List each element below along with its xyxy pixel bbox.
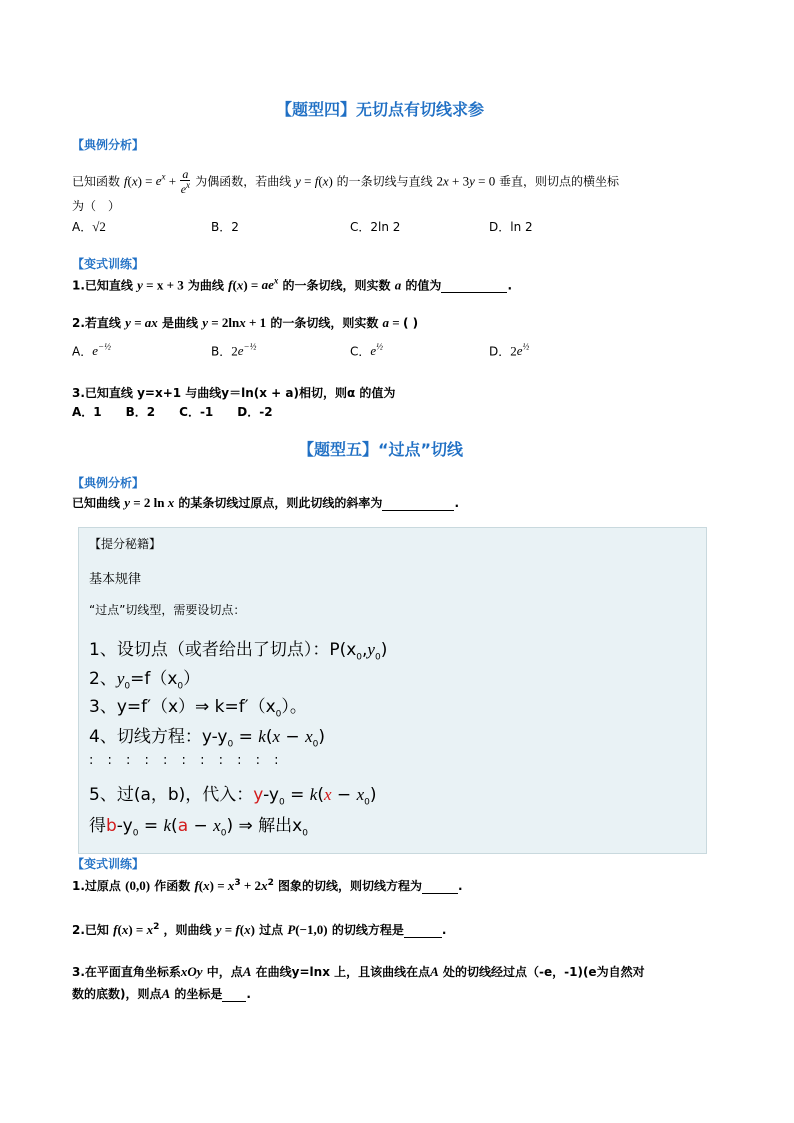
section4-example-line1: 已知函数 $f(x) = e^x$ + $\frac{a}{e^x}$ 为偶函数，若曲线 y = f(x) 的一条切线与直线 2x + 3y = 0 垂直，则切点的横坐标 [72, 167, 620, 197]
section4-example-head: 【典例分析】 [72, 138, 145, 152]
section5-title: 【题型五】“过点”切线 [298, 440, 464, 459]
section4-q2-choice-b: B．$2e^{-\frac{1}{2}}$ [211, 342, 257, 359]
section4-q2: 2.若直线 y = ax 是曲线 y = 2lnx + 1 的一条切线，则实数 a = ( ) [72, 315, 419, 330]
section4-practice-head: 【变式训练】 [72, 257, 145, 271]
tip-step2: 2、$y_0=f(x_0)$ [89, 669, 201, 692]
tip-rule: 基本规律 [89, 572, 142, 587]
tip-dots: : : : : : : : : : : : [89, 753, 284, 768]
section4-example-line2: 为（ ） [72, 199, 121, 213]
section4-q2-choice-a: A．$e^{-\frac{1}{2}}$ [72, 342, 111, 359]
tip-head: 【提分秘籍】 [89, 537, 162, 551]
section5-example-head: 【典例分析】 [72, 476, 145, 490]
section4-example-choice-b: B．2 [211, 220, 239, 234]
section5-practice-head: 【变式训练】 [72, 857, 145, 871]
section4-example-choice-d: D．ln 2 [489, 220, 533, 234]
section4-q2-choice-d: D．$2e^{\frac{1}{2}}$ [489, 342, 530, 359]
tip-box [78, 527, 707, 854]
section5-q1: 1.过原点 (0,0) 作函数 $f(x) = x^3 + 2x^2$ 图象的切线，则切线方程为 . [72, 878, 463, 893]
section4-example-choice-c: C．2ln 2 [350, 220, 401, 234]
section4-q3: 3.已知直线 y=x+1 与曲线y＝ln(x + a)相切，则α 的值为 [72, 386, 396, 400]
section5-q2: 2.已知 $f(x) = x^2$ ，则曲线 y = f(x) 过点 P(−1,0) 的切线方程是 . [72, 922, 447, 937]
section5-example: 已知曲线 y = 2 ln x 的某条切线过原点，则此切线的斜率为 . [72, 495, 459, 510]
tip-step5: 5、过(a，b)，代入：$y-y_0 = k(x - x_0)$ [89, 785, 377, 808]
section4-q3-choices: A．1 B．2 C．-1 D．-2 [72, 405, 273, 419]
section4-q2-choice-c: C．$e^{\frac{1}{2}}$ [350, 342, 383, 359]
tip-step3: 3、y=f′（x）⇒ $k=f'(x_0)$。 [89, 697, 307, 720]
section5-q3-line2: 数的底数)，则点A 的坐标是 . [72, 986, 251, 1001]
section4-q1: 1.已知直线 y = x + 3 为曲线 $f(x) = ae^x$ 的一条切线，则实数 a 的值为 . [72, 276, 512, 293]
tip-step4: 4、切线方程：$y-y_0 = k(x - x_0)$ [89, 727, 326, 750]
tip-step1: 1、设切点（或者给出了切点）：$P(x_0,y_0)$ [89, 640, 388, 663]
section4-title: 【题型四】无切点有切线求参 [276, 100, 485, 119]
section4-example-choice-a: A．√2 [72, 219, 106, 234]
section5-q3-line1: 3.在平面直角坐标系xOy 中，点A 在曲线y=lnx 上，且该曲线在点A 处的切线经过点（-e，-1)(e为自然对 [72, 964, 645, 979]
tip-type: “过点”切线型，需要设切点： [89, 603, 246, 617]
tip-step6: 得$b-y_0 = k(a - x_0)$ ⇒ 解出$x_0$ [89, 816, 308, 839]
